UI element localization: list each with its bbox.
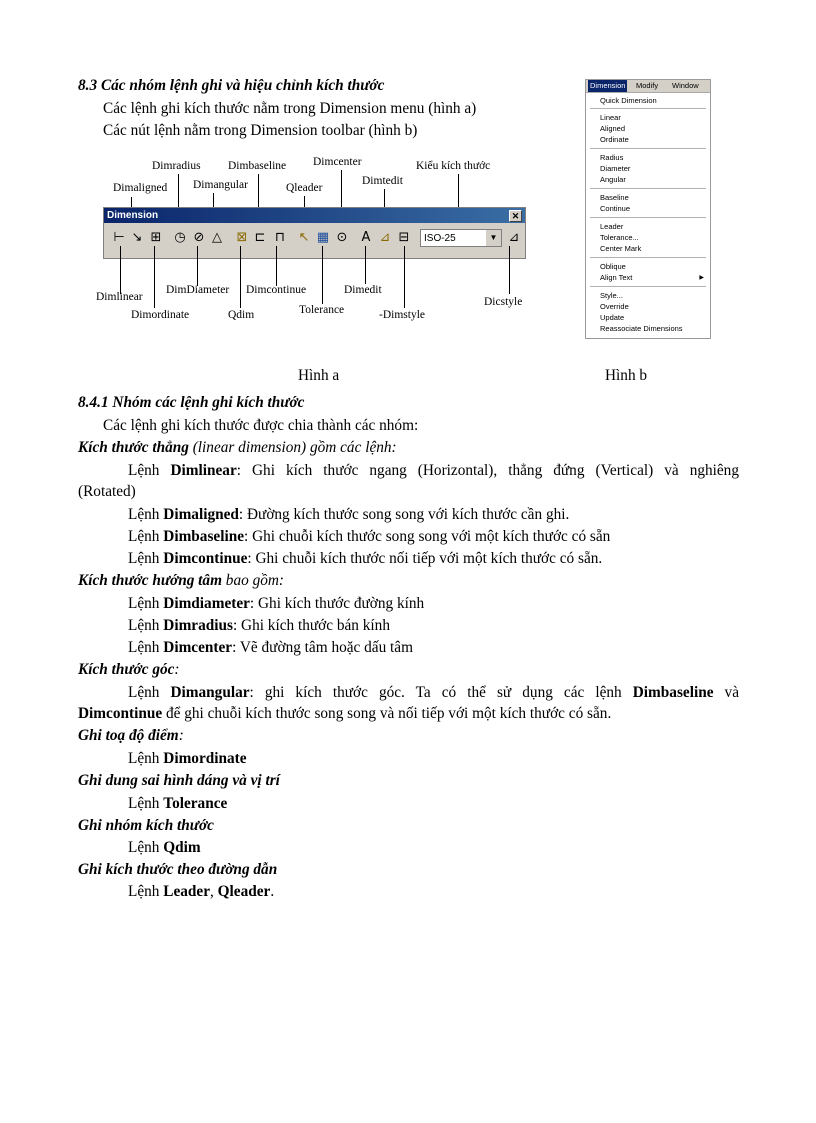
dim-style-select[interactable]: [420, 229, 502, 247]
label-dimangular: Dimangular: [193, 179, 248, 191]
label-dimtedit: Dimtedit: [362, 175, 403, 187]
label-dicstyle: Dicstyle: [484, 296, 523, 308]
dimbaseline-icon[interactable]: ⊏: [254, 230, 266, 245]
qdim-icon[interactable]: ⊠: [236, 230, 248, 245]
cmd-dimcontinue: Lệnh Dimcontinue: Ghi chuỗi kích thước nối tiếp với một kích thước có sẵn.: [128, 550, 603, 567]
menu-item-aligned[interactable]: Aligned: [600, 124, 626, 133]
menu-item-align-text[interactable]: Align Text: [600, 273, 633, 282]
group-heading-ordinate: Ghi toạ độ điểm:: [78, 727, 184, 744]
label-dimedit: Dimedit: [344, 284, 382, 296]
dimstyle-update-icon[interactable]: ⊟: [398, 230, 410, 245]
dimlinear-icon[interactable]: ⊢: [113, 230, 125, 245]
dimedit-icon[interactable]: A: [361, 230, 371, 245]
menu-item-update[interactable]: Update: [600, 313, 625, 322]
menu-item-style[interactable]: Style...: [600, 291, 623, 300]
menu-item-reassociate[interactable]: Reassociate Dimensions: [600, 324, 683, 333]
cmd-dimangular: Lệnh Dimangular: ghi kích thước góc. Ta có thể sử dụng các lệnh Dimbaseline và: [128, 684, 739, 701]
menu-item-baseline[interactable]: Baseline: [600, 193, 629, 202]
paragraph-groups: Các lệnh ghi kích thước được chia thành các nhóm:: [103, 417, 419, 434]
chevron-down-icon[interactable]: ▼: [486, 230, 501, 246]
caption-hinh-a: Hình a: [298, 367, 340, 384]
cmd-dimlinear: Lệnh Dimlinear: Ghi kích thước ngang (Horizontal), thẳng đứng (Vertical) và nghiêng: [128, 462, 739, 479]
intro-line-menu: Các lệnh ghi kích thước nằm trong Dimension menu (hình a): [103, 100, 477, 117]
menu-bar: [586, 80, 710, 93]
label-qleader: Qleader: [286, 182, 323, 194]
label-dimaligned: Dimaligned: [113, 182, 168, 194]
dimension-toolbar: [103, 207, 526, 259]
label-dimordinate: Dimordinate: [131, 309, 190, 321]
menu-item-leader[interactable]: Leader: [600, 222, 624, 231]
label-dimlinear: Dimlinear: [96, 291, 143, 303]
caption-hinh-b: Hình b: [605, 367, 648, 384]
section-heading-8-3: 8.3 Các nhóm lệnh ghi và hiệu chỉnh kích thước: [78, 77, 385, 94]
dimaligned-icon[interactable]: ↘: [131, 230, 143, 245]
dimcontinue-icon[interactable]: ⊓: [274, 230, 286, 245]
menu-item-oblique[interactable]: Oblique: [600, 262, 626, 271]
cmd-leader: Lệnh Leader, Qleader.: [128, 883, 275, 900]
toolbar-title: Dimension: [107, 210, 159, 221]
tolerance-icon[interactable]: ▦: [316, 230, 330, 245]
dimension-menu: [585, 79, 711, 339]
menu-bar-window[interactable]: Window: [672, 81, 699, 90]
cmd-dimaligned: Lệnh Dimaligned: Đường kích thước song song với kích thước cần ghi.: [128, 506, 570, 523]
menu-item-quick-dimension[interactable]: Quick Dimension: [600, 96, 657, 105]
dimstyle-icon[interactable]: ⊿: [508, 230, 520, 245]
label-dimbaseline: Dimbaseline: [228, 160, 287, 172]
cmd-dimordinate: Lệnh Dimordinate: [128, 750, 247, 767]
dimdiameter-icon[interactable]: ⊘: [193, 230, 205, 245]
group-heading-radial: Kích thước hướng tâm bao gồm:: [78, 572, 285, 589]
menu-item-override[interactable]: Override: [600, 302, 629, 311]
menu-bar-modify[interactable]: Modify: [636, 81, 659, 90]
cmd-dimradius: Lệnh Dimradius: Ghi kích thước bán kính: [128, 617, 390, 634]
menu-item-center-mark[interactable]: Center Mark: [600, 244, 642, 253]
dimordinate-icon[interactable]: ⊞: [150, 230, 162, 245]
menu-bar-dimension[interactable]: Dimension: [590, 81, 626, 90]
label-dimstyle: -Dimstyle: [379, 309, 425, 321]
cmd-dimcenter: Lệnh Dimcenter: Vẽ đường tâm hoặc dấu tâm: [128, 639, 413, 656]
label-dimcenter: Dimcenter: [313, 156, 362, 168]
menu-item-radius[interactable]: Radius: [600, 153, 624, 162]
label-kieu-kich-thuoc: Kiểu kích thước: [416, 160, 491, 172]
dimcenter-icon[interactable]: ⊙: [336, 230, 348, 245]
label-dimcontinue: Dimcontinue: [246, 284, 307, 296]
submenu-arrow-icon: ▶: [699, 275, 704, 281]
cmd-dimlinear-cont: (Rotated): [78, 483, 136, 500]
label-dimradius: Dimradius: [152, 160, 201, 172]
group-heading-leader: Ghi kích thước theo đường dẫn: [78, 861, 278, 878]
group-heading-linear: Kích thước thẳng (linear dimension) gồm các lệnh:: [78, 439, 397, 456]
cmd-dimbaseline: Lệnh Dimbaseline: Ghi chuỗi kích thước song song với một kích thước có sẵn: [128, 528, 611, 545]
close-icon[interactable]: ✕: [509, 210, 522, 222]
dimradius-icon[interactable]: ◷: [174, 230, 186, 245]
menu-item-diameter[interactable]: Diameter: [600, 164, 631, 173]
intro-line-toolbar: Các nút lệnh nằm trong Dimension toolbar (hình b): [103, 122, 418, 139]
menu-item-continue[interactable]: Continue: [600, 204, 631, 213]
dim-style-value: ISO-25: [424, 233, 456, 244]
menu-item-ordinate[interactable]: Ordinate: [600, 135, 629, 144]
cmd-dimdiameter: Lệnh Dimdiameter: Ghi kích thước đường kính: [128, 595, 425, 612]
label-qdim: Qdim: [228, 309, 255, 321]
label-dimdiameter: DimDiameter: [166, 284, 230, 296]
group-heading-tolerance: Ghi dung sai hình dáng và vị trí: [78, 772, 280, 789]
label-tolerance: Tolerance: [299, 304, 345, 316]
qleader-icon[interactable]: ↖: [298, 230, 310, 245]
menu-item-angular[interactable]: Angular: [600, 175, 626, 184]
menu-item-tolerance[interactable]: Tolerance...: [600, 233, 639, 242]
group-heading-angular: Kích thước góc:: [78, 661, 180, 678]
dimangular-icon[interactable]: △: [212, 230, 222, 245]
dimtedit-icon[interactable]: ⊿: [379, 230, 391, 245]
group-heading-qdim: Ghi nhóm kích thước: [78, 817, 214, 834]
section-heading-8-4-1: 8.4.1 Nhóm các lệnh ghi kích thước: [78, 394, 305, 411]
cmd-qdim: Lệnh Qdim: [128, 839, 201, 856]
cmd-tolerance: Lệnh Tolerance: [128, 795, 228, 812]
menu-item-linear[interactable]: Linear: [600, 113, 621, 122]
cmd-dimangular-cont: Dimcontinue để ghi chuỗi kích thước song song và nối tiếp với một kích thước có sẵn.: [78, 705, 612, 722]
